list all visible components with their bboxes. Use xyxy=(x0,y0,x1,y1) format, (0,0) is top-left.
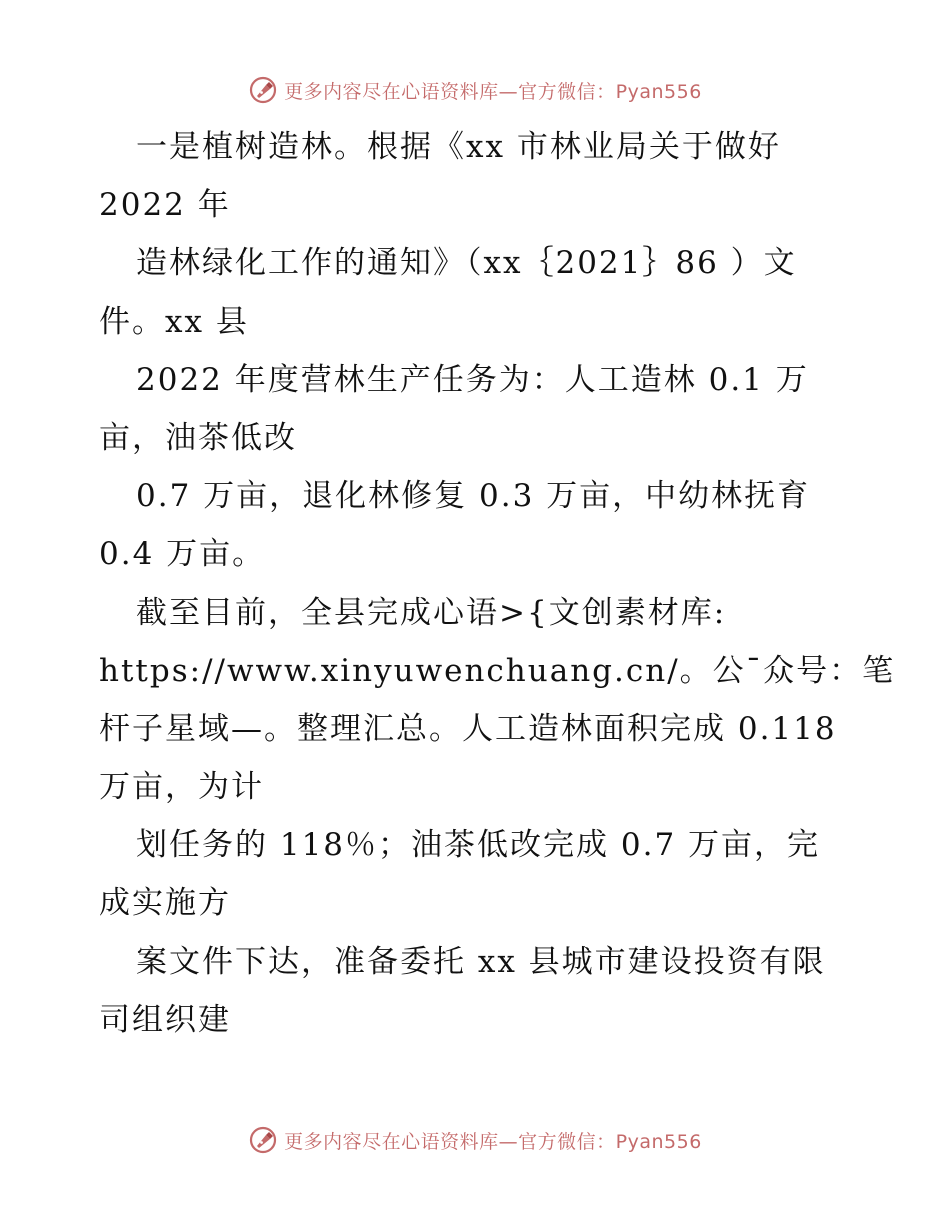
text-line: 0.4 万亩。 xyxy=(99,536,266,573)
text-line: 截至目前，全县完成心语>{文创素材库: xyxy=(136,594,727,631)
watermark-text: 更多内容尽在心语资料库—官方微信：Pyan556 xyxy=(284,1130,702,1153)
text-line: https://www.xinyuwenchuang.cn/。公¯众号：笔 xyxy=(99,652,896,689)
text-line: 一是植树造林。根据《xx 市林业局关于做好 xyxy=(136,129,781,165)
text-line: 造林绿化工作的通知》（xx｛2021｝86 ）文 xyxy=(136,245,797,282)
text-line: 件。xx 县 xyxy=(99,303,249,340)
text-line: 成实施方 xyxy=(99,885,231,922)
footer-watermark-banner xyxy=(0,1120,950,1160)
header-watermark-banner xyxy=(0,70,950,110)
document-body xyxy=(99,118,896,1049)
text-line: 2022 年度营林生产任务为：人工造林 0.1 万 xyxy=(136,361,809,398)
pen-nib-circle-icon xyxy=(248,75,278,105)
watermark-text: 更多内容尽在心语资料库—官方微信：Pyan556 xyxy=(284,80,702,103)
text-line: 案文件下达，准备委托 xx 县城市建设投资有限 xyxy=(136,943,826,980)
pen-nib-circle-icon xyxy=(248,1125,278,1155)
text-line: 杆子星域—。整理汇总。人工造林面积完成 0.118 xyxy=(99,710,837,747)
text-line: 2022 年 xyxy=(99,187,231,224)
text-line: 0.7 万亩，退化林修复 0.3 万亩，中幼林抚育 xyxy=(136,478,811,515)
text-line: 万亩，为计 xyxy=(99,769,264,806)
text-line: 亩，油茶低改 xyxy=(99,419,297,456)
text-line: 司组织建 xyxy=(99,1001,231,1038)
text-line: 划任务的 118％；油茶低改完成 0.7 万亩，完 xyxy=(136,827,821,864)
